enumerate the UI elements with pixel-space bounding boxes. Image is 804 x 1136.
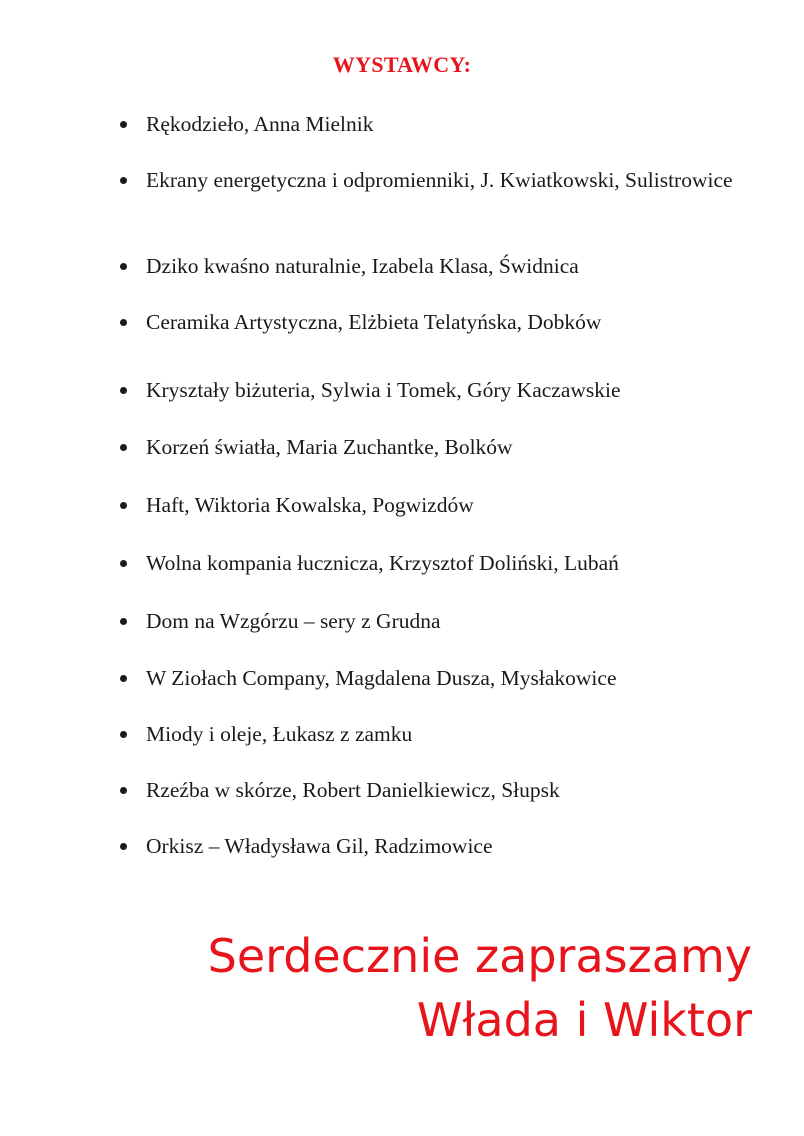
exhibitor-item xyxy=(146,776,746,804)
closing-signature: Włada i Wiktor xyxy=(416,993,752,1047)
exhibitor-text: Orkisz – Władysława Gil, Radzimowice xyxy=(146,834,493,858)
exhibitor-text: Korzeń światła, Maria Zuchantke, Bolków xyxy=(146,435,513,459)
exhibitor-text: Miody i oleje, Łukasz z zamku xyxy=(146,722,413,746)
exhibitor-text: Kryształy biżuteria, Sylwia i Tomek, Góry Kaczawskie xyxy=(146,378,621,402)
exhibitor-item xyxy=(146,308,746,336)
exhibitor-text: Rękodzieło, Anna Mielnik xyxy=(146,112,374,136)
bullet-icon xyxy=(120,319,127,326)
bullet-icon xyxy=(120,675,127,682)
bullet-icon xyxy=(120,121,127,128)
exhibitor-item xyxy=(146,549,746,577)
exhibitor-item xyxy=(146,664,746,692)
bullet-icon xyxy=(120,387,127,394)
exhibitor-item xyxy=(146,110,746,138)
exhibitor-text: Ceramika Artystyczna, Elżbieta Telatyńska, Dobków xyxy=(146,310,602,334)
exhibitor-item xyxy=(146,252,746,280)
exhibitor-item xyxy=(146,376,746,404)
exhibitor-text: W Ziołach Company, Magdalena Dusza, Mysłakowice xyxy=(146,666,617,690)
exhibitor-text: Dziko kwaśno naturalnie, Izabela Klasa, Świdnica xyxy=(146,254,579,278)
exhibitor-item xyxy=(146,720,746,748)
bullet-icon xyxy=(120,560,127,567)
exhibitor-text: Wolna kompania łucznicza, Krzysztof Doliński, Lubań xyxy=(146,551,619,575)
bullet-icon xyxy=(120,502,127,509)
exhibitor-item xyxy=(146,607,746,635)
exhibitor-item xyxy=(146,832,746,860)
exhibitor-text: Haft, Wiktoria Kowalska, Pogwizdów xyxy=(146,493,474,517)
closing-invitation: Serdecznie zapraszamy xyxy=(207,929,752,983)
bullet-icon xyxy=(120,177,127,184)
exhibitor-text: Dom na Wzgórzu – sery z Grudna xyxy=(146,609,441,633)
bullet-icon xyxy=(120,843,127,850)
exhibitor-text: Rzeźba w skórze, Robert Danielkiewicz, Słupsk xyxy=(146,778,560,802)
exhibitor-text: Ekrany energetyczna i odpromienniki, J. Kwiatkowski, Sulistrowice xyxy=(146,168,733,192)
exhibitor-item xyxy=(146,433,746,461)
exhibitor-item xyxy=(146,491,746,519)
bullet-icon xyxy=(120,263,127,270)
exhibitors-heading: WYSTAWCY: xyxy=(332,52,472,77)
exhibitor-item xyxy=(146,166,746,194)
bullet-icon xyxy=(120,618,127,625)
bullet-icon xyxy=(120,731,127,738)
bullet-icon xyxy=(120,444,127,451)
bullet-icon xyxy=(120,787,127,794)
